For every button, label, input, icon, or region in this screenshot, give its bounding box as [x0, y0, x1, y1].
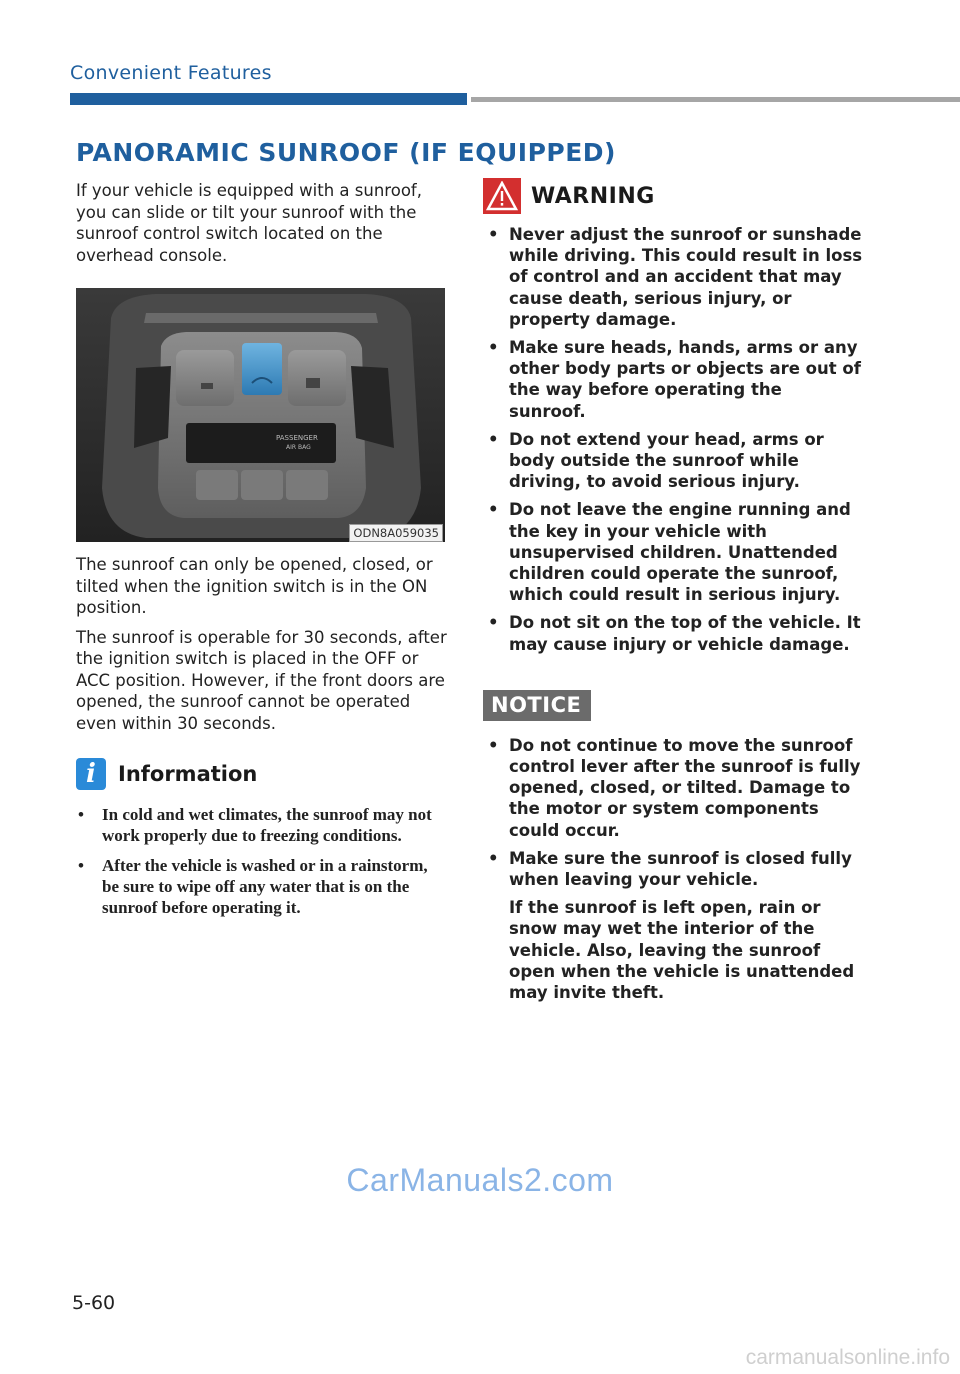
ignition-paragraph: The sunroof can only be opened, closed, or tilted when the ignition switch is in the ON position.: [76, 555, 433, 617]
page-number: 5-60: [72, 1292, 116, 1314]
information-title: Information: [118, 762, 258, 786]
notice-badge: NOTICE: [483, 690, 591, 721]
page-heading: PANORAMIC SUNROOF (IF EQUIPPED): [76, 138, 616, 167]
right-column: [483, 178, 863, 1010]
timer-paragraph: The sunroof is operable for 30 seconds, after the ignition switch is placed in the OFF or ACC position. However, if the front doors are opened, the sunroof cannot be operated even within 30 seconds.: [76, 627, 447, 733]
notice-list: [483, 735, 863, 1003]
notice-item-text: Make sure the sunroof is closed fully when leaving your vehicle.: [509, 848, 852, 890]
left-column: [76, 180, 448, 927]
information-list: [76, 804, 448, 918]
list-item: • Do not sit on the top of the vehicle. It may cause injury or vehicle damage.: [483, 612, 863, 654]
footer-watermark: carmanualsonline.info: [745, 1346, 950, 1369]
list-item: • Do not extend your head, arms or body outside the sunroof while driving, to avoid serious injury.: [483, 429, 863, 493]
list-item: • Do not leave the engine running and the key in your vehicle with unsupervised children. Unattended children could operate the sunroof, which could result in serious injury.: [483, 499, 863, 605]
intro-paragraph: If your vehicle is equipped with a sunroof, you can slide or tilt your sunroof with the sunroof control switch located on the overhead console.: [76, 181, 422, 265]
header-bar-blue: [70, 93, 467, 105]
overhead-console-photo: [76, 288, 445, 542]
warning-triangle-icon: [483, 178, 521, 214]
panel-label-passenger: PASSENGER: [276, 434, 318, 442]
list-item: • Never adjust the sunroof or sunshade while driving. This could result in loss of control and an accident that may cause death, serious injury, or property damage.: [483, 224, 863, 330]
panel-label-airbag: AIR BAG: [286, 444, 311, 451]
list-item: • Do not continue to move the sunroof control lever after the sunroof is fully opened, closed, or tilted. Damage to the motor or system components could occur.: [483, 735, 863, 841]
warning-title: WARNING: [531, 183, 655, 209]
watermark: CarManuals2.com: [346, 1162, 614, 1198]
warning-list: [483, 224, 863, 655]
information-header: [76, 758, 448, 790]
list-item: • In cold and wet climates, the sunroof may not work properly due to freezing conditions.: [76, 804, 448, 846]
warning-header: [483, 178, 863, 214]
figure-code: ODN8A059035: [349, 524, 443, 542]
list-item: • Make sure heads, hands, arms or any other body parts or objects are out of the way before operating the sunroof.: [483, 337, 863, 422]
list-item: • After the vehicle is washed or in a rainstorm, be sure to wipe off any water that is on the sunroof before operating it.: [76, 855, 448, 918]
notice-sub-paragraph: If the sunroof is left open, rain or snow may wet the interior of the vehicle. Also, leaving the sunroof open when the vehicle is unattended may invite theft.: [509, 898, 855, 1003]
header-bar-gray: [471, 97, 960, 102]
section-title: Convenient Features: [70, 62, 272, 84]
list-item: [483, 848, 863, 1003]
info-icon: i: [76, 758, 106, 790]
